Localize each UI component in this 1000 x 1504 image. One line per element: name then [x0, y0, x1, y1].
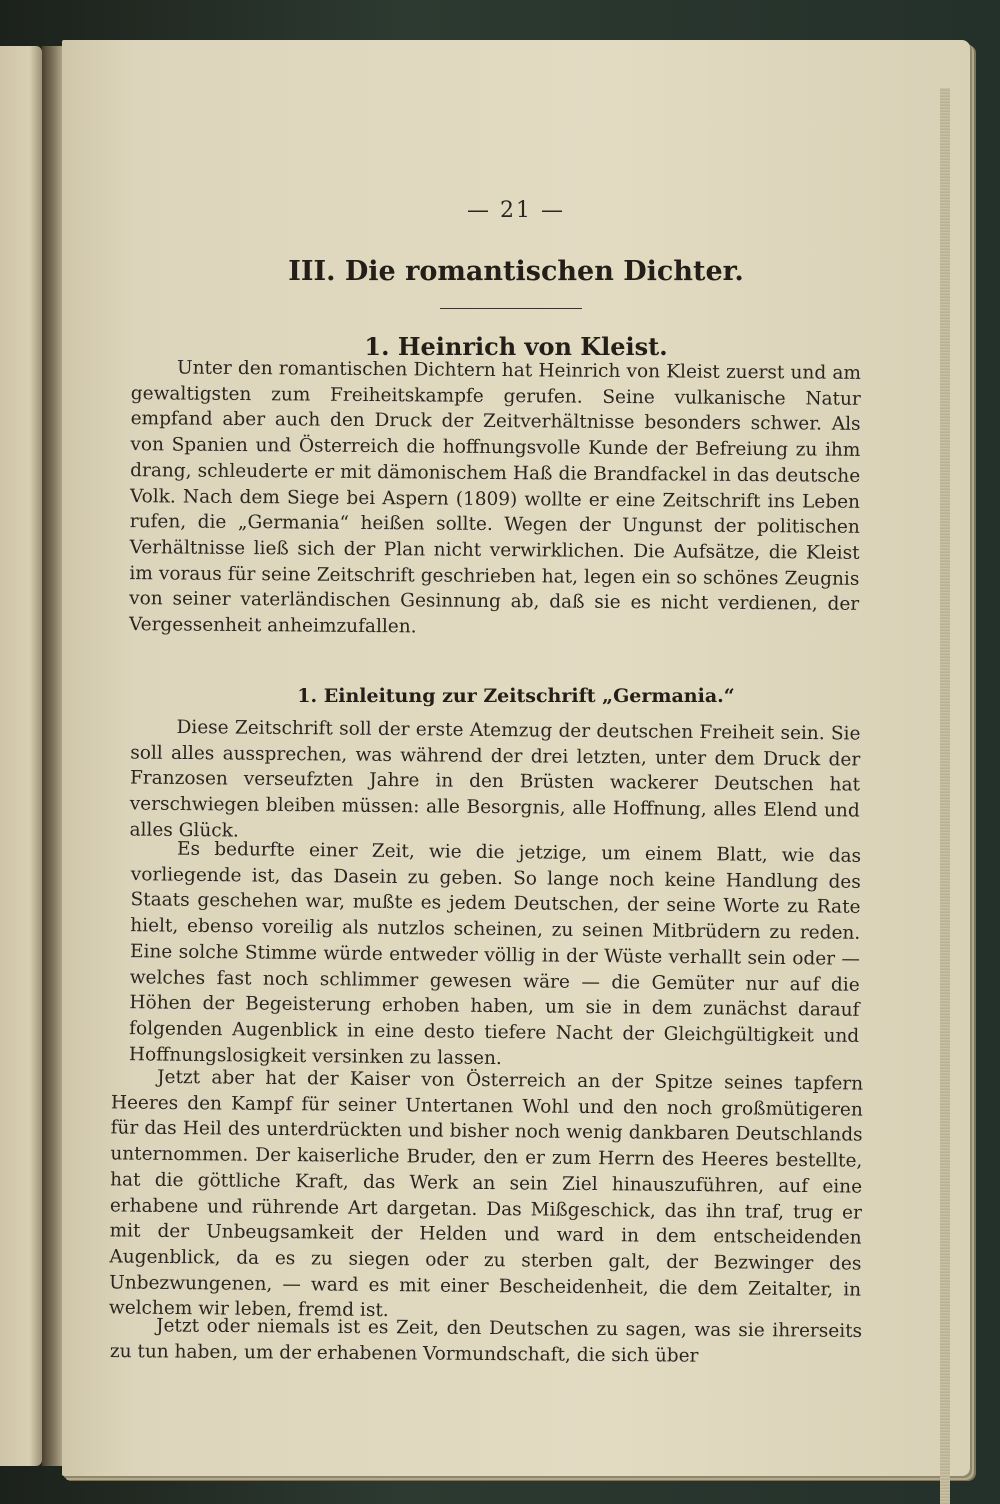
subsection-title: 1. Einleitung zur Zeitschrift „Germania.“ [297, 685, 735, 707]
page-number: — 21 — [467, 198, 565, 223]
book-gutter [42, 46, 64, 1466]
page-stack-edge [940, 88, 950, 1504]
body-paragraph-3: Jetzt aber hat der Kaiser von Österreich an der Spitze seines tapfern Heeres den Kampf für seiner Untertanen Wohl und den noch großmütigeren für das Heil des unterdrückten und bisher noch wenig dankbaren Deutschlands unternommen. Der kaiserliche Bruder, den er zum Herrn des Heeres bestellte, hat die göttliche Kraft, das Werk an sein Ziel hinauszuführen, auf eine erhabene und rührende Art dargetan. Das Mißgeschick, das ihn traf, trug er mit der Unbeugsamkeit der Helden und ward in dem entscheidenden Augenblick, da es zu siegen oder zu sterben galt, der Bezwinger des Unbezwungenen, — ward es mit einer Bescheidenheit, die dem Zeitalter, in welchem wir leben, fremd ist. [108, 1066, 864, 1322]
body-paragraph-4: Jetzt oder niemals ist es Zeit, den Deutschen zu sagen, was sie ihrerseits zu tun haben, um der erhabenen Vormundschaft, die sich über [109, 1315, 863, 1367]
chapter-title: III. Die romantischen Dichter. [288, 256, 744, 287]
body-paragraph-2: Es bedurfte einer Zeit, wie die jetzige, um einem Blatt, wie das vorliegende ist, das Dasein zu geben. So lange noch keine Handlung des Staats geschehen war, mußte es jedem Deutschen, der seine Worte zu Rate hielt, ebenso voreilig als nutzlos scheinen, zu seinen Mitbrüdern zu reden. Eine solche Stimme würde entweder völlig in der Wüste verhallt sein oder — welches fast noch schlimmer gewesen wäre — die Gemüter nur auf die Höhen der Begeisterung erhoben haben, um sie in dem zunächst darauf folgenden Augenblick in eine desto tiefere Nacht der Gleichgültigkeit und Hoffnungslosigkeit versinken zu lassen. [128, 838, 862, 1069]
intro-paragraph: Unter den romantischen Dichtern hat Heinrich von Kleist zuerst und am gewaltigsten zum Freiheitskampfe gerufen. Seine vulkanische Natur empfand aber auch den Druck der Zeitverhältnisse besonders schwer. Als von Spanien und Österreich die hoffnungsvolle Kunde der Befreiung zu ihm drang, schleuderte er mit dämonischem Haß die Brandfackel in das deutsche Volk. Nach dem Siege bei Aspern (1809) wollte er eine Zeitschrift ins Leben rufen, die „Germania“ heißen sollte. Wegen der Ungunst der politischen Verhältnisse ließ sich der Plan nicht verwirklichen. Die Aufsätze, die Kleist im voraus für seine Zeitschrift geschrieben hat, legen ein so schönes Zeugnis von seiner vaterländischen Gesinnung ab, daß sie es nicht verdienen, der Vergessenheit anheimzufallen. [128, 357, 862, 638]
body-paragraph-1: Diese Zeitschrift soll der erste Atemzug der deutschen Freiheit sein. Sie soll alles aussprechen, was während der drei letzten, unter dem Druck der Franzosen verseufzten Jahre in den Brüsten wackerer Deutschen hat verschwiegen bleiben müssen: alle Besorgnis, alle Hoffnung, alles Elend und alles Glück. [129, 716, 861, 842]
title-rule [440, 308, 582, 309]
book-page [62, 40, 970, 1476]
left-page-edge [0, 46, 42, 1466]
section-title: 1. Heinrich von Kleist. [364, 332, 668, 361]
